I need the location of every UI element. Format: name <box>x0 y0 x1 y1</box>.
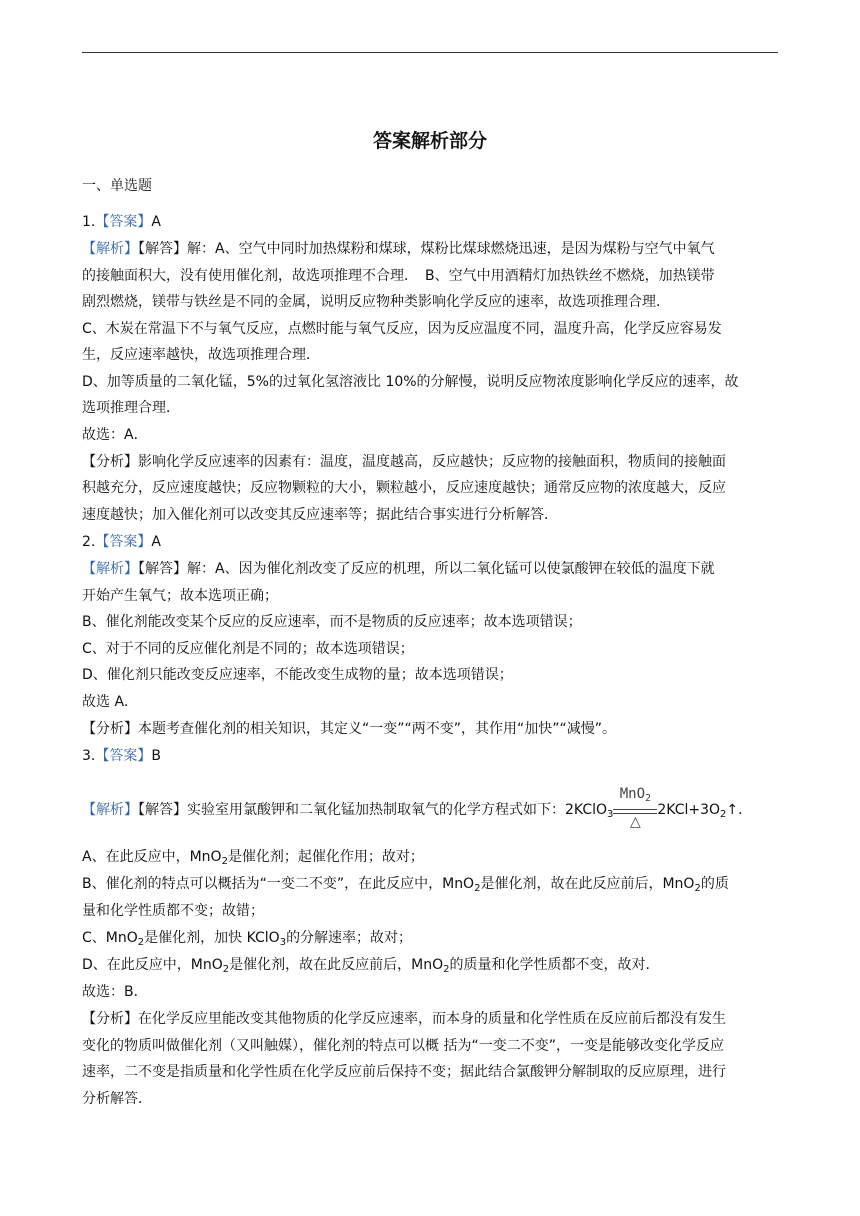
q3-analysis-line-1 <box>82 786 782 830</box>
q1-text-3: 剧烈燃烧，镁带与铁丝是不同的金属，说明反应物种类影响化学反应的速率，故选项推理合理． <box>82 294 670 310</box>
q2-text-3: B、催化剂能改变某个反应的反应速率，而不是物质的反应速率；故本选项错误； <box>82 614 582 630</box>
page-title: 答案解析部分 <box>372 130 487 152</box>
q1-text-7: 选项推理合理． <box>82 400 180 416</box>
mno2-subscript: 2 <box>222 964 230 975</box>
heat-symbol: △ <box>630 814 641 830</box>
catalyst-subscript: 2 <box>645 793 652 804</box>
q3-answer: B <box>151 748 161 764</box>
q1-text-5: 生，反应速率越快，故选项推理合理． <box>82 347 320 363</box>
q3-b-text: B、催化剂的特点可以概括为“一变二不变”，在此反应中，MnO <box>82 876 475 892</box>
q1-text-4: C、木炭在常温下不与氧气反应，点燃时能与氧气反应，因为反应温度不同，温度升高，化学反应容易发 <box>82 321 722 337</box>
q2-number: 2. <box>82 534 96 550</box>
q1-fenxi-text-3: 速度越快；加入催化剂可以改变其反应速率等；据此结合事实进行分析解答． <box>82 507 558 523</box>
q2-choice: 故选 A． <box>82 694 139 710</box>
header-rule <box>82 52 778 53</box>
q3-b-mid: 是催化剂，故在此反应前后，MnO <box>480 876 695 892</box>
q1-answer-tag: 【答案】 <box>95 214 152 230</box>
q2-answer-tag: 【答案】 <box>95 534 152 550</box>
gas-arrow: ↑． <box>726 802 753 818</box>
q3-number: 3. <box>82 748 96 764</box>
q3-fenxi-line-1 <box>82 1009 782 1029</box>
q3-d-mid: 是催化剂，故在此反应前后，MnO <box>229 957 444 973</box>
q3-fenxi-text-1: 在化学反应里能改变其他物质的化学反应速率，而本身的质量和化学性质在反应前后都没有发生 <box>138 1011 726 1027</box>
q3-a-text: A、在此反应中，MnO <box>82 849 222 865</box>
q1-fenxi-tag: 【分析】 <box>82 454 138 470</box>
q3-choice: 故选：B． <box>82 984 148 1000</box>
q2-text-4: C、对于不同的反应催化剂是不同的；故本选项错误； <box>82 641 414 657</box>
q3-answer-line <box>82 746 782 766</box>
q3-c-text: C、MnO <box>82 930 138 946</box>
q2-answer-line <box>82 532 782 552</box>
q3-c-tail: 的分解速率；故对； <box>286 930 413 946</box>
q1-fenxi-text-1: 影响化学反应速率的因素有：温度，温度越高，反应越快；反应物的接触面积，物质间的接触面 <box>138 454 726 470</box>
section-heading: 一、单选题 <box>82 178 152 194</box>
q2-text-2: 开始产生氧气；故本选项正确； <box>82 588 278 604</box>
q3-option-a <box>82 847 782 872</box>
q3-text-1: 【解答】实验室用氯酸钾和二氧化锰加热制取氧气的化学方程式如下：2KClO <box>138 802 608 818</box>
q3-c-mid: 是催化剂，加快 KClO <box>144 930 280 946</box>
q3-option-d <box>82 955 782 980</box>
mno2-subscript: 2 <box>137 937 145 948</box>
catalyst-label <box>613 784 657 809</box>
q1-number: 1. <box>82 214 96 230</box>
q2-answer: A <box>151 534 161 550</box>
q1-choice: 故选：A． <box>82 427 148 443</box>
reaction-products: 2KCl+3O <box>657 802 721 818</box>
q2-fenxi-text-1: 本题考查催化剂的相关知识，其定义“一变”“两不变”，其作用“加快”“减慢”。 <box>138 721 617 737</box>
mno2-subscript: 2 <box>443 964 450 975</box>
o2-subscript: 2 <box>720 809 727 820</box>
q1-analysis-line-1 <box>82 239 782 259</box>
q2-text-5: D、催化剂只能改变反应速率，不能改变生成物的量；故本选项错误； <box>82 667 513 683</box>
q2-analysis-tag: 【解析】 <box>82 561 138 577</box>
q2-fenxi-line-1 <box>82 719 782 739</box>
q2-text-1: 【解答】解：A、因为催化剂改变了反应的机理，所以二氧化锰可以使氯酸钾在较低的温度下就 <box>138 561 715 577</box>
q1-fenxi-text-2: 积越充分，反应速度越快；反应物颗粒的大小，颗粒越小，反应速度越快；通常反应物的浓度越大，反应 <box>82 480 726 496</box>
q3-d-text: D、在此反应中，MnO <box>82 957 223 973</box>
q3-analysis-tag: 【解析】 <box>82 802 138 818</box>
q1-answer-line <box>82 212 782 232</box>
q3-a-tail: 是催化剂；起催化作用；故对； <box>227 849 424 865</box>
q3-option-c <box>82 928 782 953</box>
q3-fenxi-text-4: 分析解答． <box>82 1091 152 1107</box>
q3-option-b <box>82 874 782 899</box>
q1-fenxi-line-1 <box>82 452 782 472</box>
q1-text-6: D、加等质量的二氧化锰，5%的过氧化氢溶液比 10%的分解慢，说明反应物浓度影响化学反应的速率，故 <box>82 374 739 390</box>
q1-text-1: 【解答】解：A、空气中同时加热煤粉和煤球，煤粉比煤球燃烧迅速，是因为煤粉与空气中氧气 <box>138 241 715 257</box>
kclo3-subscript: 3 <box>607 809 614 820</box>
q2-analysis-line-1 <box>82 559 782 579</box>
q3-fenxi-tag: 【分析】 <box>82 1011 138 1027</box>
q3-b-tail: 的质 <box>700 876 729 892</box>
mno2-subscript: 2 <box>474 883 481 894</box>
mno2-subscript: 2 <box>221 856 228 867</box>
kclo3-subscript: 3 <box>279 937 287 948</box>
catalyst-formula: MnO <box>619 786 646 802</box>
q3-option-b-cont: 量和化学性质都不变；故错； <box>82 903 264 919</box>
q2-fenxi-tag: 【分析】 <box>82 721 138 737</box>
q1-analysis-tag: 【解析】 <box>82 241 138 257</box>
q3-answer-tag: 【答案】 <box>95 748 152 764</box>
q3-fenxi-text-2: 变化的物质叫做催化剂（又叫触媒），催化剂的特点可以概 括为“一变二不变”，一变是能够改变化学反应 <box>82 1038 724 1054</box>
mno2-subscript: 2 <box>694 883 701 894</box>
reaction-condition <box>613 786 657 830</box>
q1-answer: A <box>151 214 161 230</box>
q3-fenxi-text-3: 速率，二不变是指质量和化学性质在化学反应前后保持不变；据此结合氯酸钾分解制取的反应原理，进行 <box>82 1064 726 1080</box>
q3-d-tail: 的质量和化学性质都不变，故对． <box>449 957 660 973</box>
q1-text-2: 的接触面积大，没有使用催化剂，故选项推理不合理． B、空气中用酒精灯加热铁丝不燃烧，加热镁带 <box>82 268 715 284</box>
